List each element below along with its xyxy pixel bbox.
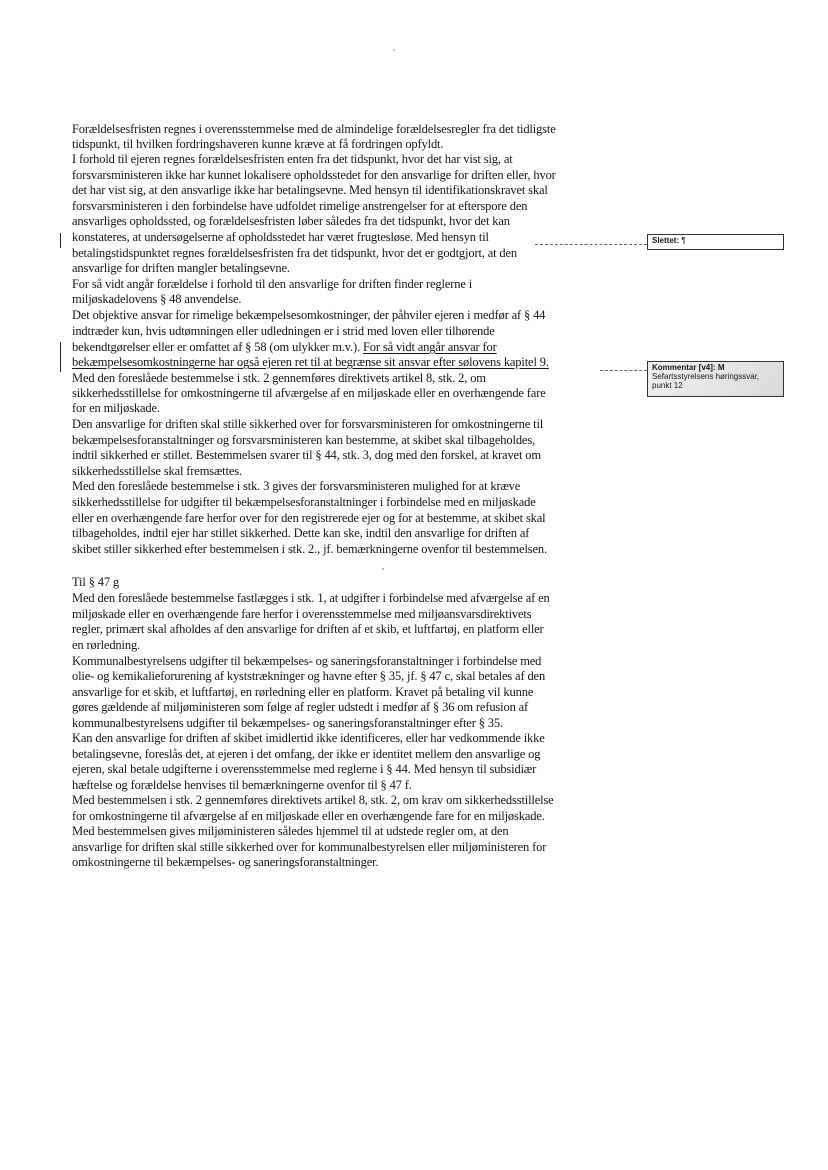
body-line: ansvarlige for driften skal stille sikkerhed over for kommunalbestyrelsen eller miljøministeren for — [72, 840, 547, 854]
body-line: ansvarliges opholdssted, og forældelsesfristen løber således fra det tidspunkt, hvor det kan — [72, 214, 510, 228]
deleted-text-balloon[interactable] — [647, 234, 784, 250]
scan-speck — [382, 568, 384, 570]
body-line: Med bestemmelsen i stk. 2 gennemføres direktivets artikel 8, stk. 2, om krav om sikkerhedsstillelse — [72, 793, 554, 807]
body-line: Med den foreslåede bestemmelse i stk. 2 gennemføres direktivets artikel 8, stk. 2, om — [72, 371, 486, 385]
deleted-value: ¶ — [681, 236, 686, 245]
body-line: kommunalbestyrelsens udgifter til bekæmpelses- og saneringsforanstaltninger efter § 35. — [72, 716, 503, 730]
body-text: bekendtgørelser eller er omfattet af § 58 (om ulykker m.v.). — [72, 340, 360, 354]
body-line: tilbageholdes, indtil ejer har stillet sikkerhed. Dette kan ske, indtil den ansvarlige for driften af — [72, 526, 530, 540]
body-line: forsvarsministeren i den forbindelse have udfoldet rimelige anstrengelser for at efterspore den — [72, 199, 528, 213]
comment-label: Kommentar [v4]: — [652, 363, 716, 372]
body-line: Det objektive ansvar for rimelige bekæmpelsesomkostninger, der påhviler ejeren i medfør af § 44 — [72, 308, 546, 322]
body-line: sikkerhedsstillelse for omkostningerne til afværgelse af en miljøskade eller en overhængende fare — [72, 386, 546, 400]
body-line: sikkerhedsstillelse skal fremsættes. — [72, 464, 242, 478]
body-line: sikkerhedsstillelse for udgifter til bekæmpelsesforanstaltninger i forbindelse med en miljøskade — [72, 495, 536, 509]
body-line: miljøskade eller en overhængende fare herfor i overensstemmelse med miljøansvarsdirektivets — [72, 607, 532, 621]
body-line: omkostningerne til bekæmpelses- og saneringsforanstaltninger. — [72, 855, 379, 869]
body-line: Den ansvarlige for driften skal stille sikkerhed over for forsvarsministeren for omkostningerne til — [72, 417, 544, 431]
body-line: en rørledning. — [72, 638, 141, 652]
body-line: indtil sikkerhed er stillet. Bestemmelsen svarer til § 44, stk. 3, dog med den forskel, at kravet om — [72, 448, 541, 462]
comment-balloon[interactable] — [647, 361, 784, 397]
scan-speck — [393, 49, 395, 51]
body-line — [72, 340, 497, 355]
body-line: eller en overhængende fare herfor over for den registrerede ejer og for at bestemme, at skibet skal — [72, 511, 546, 525]
body-line: Kan den ansvarlige for driften af skibet imidlertid ikke identificeres, eller har vedkommende ikke — [72, 731, 545, 745]
body-line: for en miljøskade. — [72, 401, 160, 415]
body-line: Forældelsesfristen regnes i overensstemmelse med de almindelige forældelsesregler fra det tidligste — [72, 122, 556, 136]
body-line: ansvarlige for et skib, et luftfartøj, en rørledning eller en platform. Kravet på betaling vil kunne — [72, 685, 534, 699]
comment-leader-line — [535, 244, 647, 245]
comment-ref: M — [717, 363, 725, 372]
comment-text: punkt 12 — [652, 381, 683, 390]
body-line: forsvarsministeren ikke har kunnet lokalisere opholdsstedet for den ansvarlige for driften eller, hvor — [72, 168, 556, 182]
body-line: for omkostningerne til afværgelse af en miljøskade eller en overhængende fare for en miljøskade. — [72, 809, 545, 823]
body-line: skibet stiller sikkerhed efter bestemmelsen i stk. 2., jf. bemærkningerne ovenfor til bestemmelsen. — [72, 542, 547, 556]
inserted-text: For så vidt angår ansvar for — [362, 340, 497, 354]
body-line: tidspunkt, til hvilken fordringshaveren kunne kræve at få fordringen opfyldt. — [72, 137, 444, 151]
body-line: Med bestemmelsen gives miljøministeren således hjemmel til at udstede regler om, at den — [72, 824, 509, 838]
body-line: betalingsevne, foreslås det, at ejeren i det omfang, der ikke er identitet mellem den ansvarlige og — [72, 747, 541, 761]
comment-leader-line — [600, 370, 647, 371]
body-line: regler, primært skal afholdes af den ansvarlige for driften af et skib, et luftfartøj, en platform eller — [72, 622, 544, 636]
comment-text: Sefartsstyrelsens høringssvar, — [652, 372, 760, 381]
body-line: bekæmpelsesforanstaltninger og forsvarsministeren kan bestemme, at skibet skal tilbageholdes, — [72, 433, 536, 447]
change-bar — [60, 342, 61, 372]
body-line: Med den foreslåede bestemmelse fastlægges i stk. 1, at udgifter i forbindelse med afværgelse af en — [72, 591, 550, 605]
body-line: gøres gældende af miljøministeren som følge af regler udstedt i medfør af § 36 om refusion af — [72, 700, 529, 714]
body-line: olie- og kemikalieforurening af kyststrækninger og havne efter § 35, jf. § 47 c, skal betales af den — [72, 669, 546, 683]
body-line: hæftelse og forældelse henvises til bemærkningerne ovenfor til § 47 f. — [72, 778, 412, 792]
body-line: ejeren, skal betale udgifterne i overensstemmelse med reglerne i § 44. Med hensyn til subsidiær — [72, 762, 537, 776]
deleted-label: Slettet: — [652, 236, 680, 245]
body-line: Med den foreslåede bestemmelse i stk. 3 gives der forsvarsministeren mulighed for at kræve — [72, 479, 521, 493]
inserted-text: bekæmpelsesomkostningerne har også ejeren ret til at begrænse sit ansvar efter sølovens kapitel 9. — [72, 355, 549, 369]
body-line: det har vist sig, at den ansvarlige ikke har betalingsevne. Med hensyn til identifikationskravet skal — [72, 183, 548, 197]
body-line: betalingstidspunktet regnes forældelsesfristen fra det tidspunkt, hvor det er godtgjort, at den — [72, 246, 518, 260]
body-line: I forhold til ejeren regnes forældelsesfristen enten fra det tidspunkt, hvor det har vist sig, at — [72, 152, 513, 166]
body-line: indtræder kun, hvis udtømningen eller udledningen er i strid med loven eller tilhørende — [72, 324, 495, 338]
body-line: For så vidt angår forældelse i forhold til den ansvarlige for driften finder reglerne i — [72, 277, 473, 291]
comment-header — [652, 363, 779, 372]
body-line: konstateres, at undersøgelserne af opholdsstedet har været frugtesløse. Med hensyn til — [72, 230, 489, 244]
section-heading: Til § 47 g — [72, 575, 120, 589]
body-line: ansvarlige for driften mangler betalingsevne. — [72, 261, 290, 275]
change-bar — [60, 233, 61, 248]
body-line: miljøskadelovens § 48 anvendelse. — [72, 292, 242, 306]
body-line: Kommunalbestyrelsens udgifter til bekæmpelses- og saneringsforanstaltninger i forbindelse med — [72, 654, 542, 668]
